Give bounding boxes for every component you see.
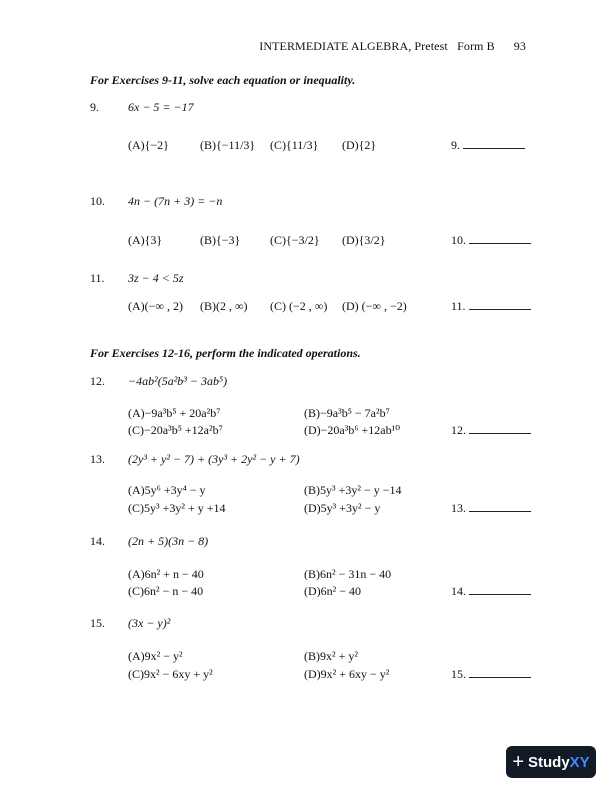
page-header	[243, 39, 526, 54]
studyxy-badge[interactable]	[506, 746, 596, 778]
option-d: (D)9x² + 6xy − y²	[304, 667, 390, 681]
option-c: (C)6n² − n − 40	[128, 584, 204, 598]
option-b: (B)5y³ +3y² − y −14	[304, 483, 402, 497]
answer-label: 10.	[451, 233, 466, 247]
option-b: (B){−3}	[200, 233, 241, 247]
problem-number: 10.	[90, 194, 105, 208]
page-number: 93	[513, 39, 526, 53]
option-c: (C)5y³ +3y² + y +14	[128, 501, 226, 515]
problem-number: 13.	[90, 452, 105, 466]
problem-number: 14.	[90, 534, 105, 548]
answer-blank[interactable]	[451, 233, 531, 248]
option-c: (C) (−2 , ∞)	[270, 299, 328, 313]
option-c: (C)9x² − 6xy + y²	[128, 667, 213, 681]
problem-number: 12.	[90, 374, 105, 388]
option-d: (D){2}	[342, 138, 377, 152]
option-c: (C){11/3}	[270, 138, 319, 152]
problem-number: 11.	[90, 271, 105, 285]
option-b: (B)6n² − 31n − 40	[304, 567, 392, 581]
option-a: (A)6n² + n − 40	[128, 567, 204, 581]
option-d: (D) (−∞ , −2)	[342, 299, 407, 313]
answer-blank[interactable]	[451, 299, 531, 314]
answer-label: 15.	[451, 667, 466, 681]
option-a: (A){3}	[128, 233, 163, 247]
problem-equation: (3x − y)²	[128, 616, 171, 630]
option-a: (A)5y⁶ +3y⁴ − y	[128, 483, 206, 497]
option-d: (D)5y³ +3y² − y	[304, 501, 381, 515]
answer-label: 11.	[451, 299, 466, 313]
answer-blank[interactable]	[451, 423, 531, 438]
option-d: (D)−20a³b⁶ +12ab¹⁰	[304, 423, 401, 437]
option-c: (C){−3/2}	[270, 233, 320, 247]
badge-suffix: XY	[569, 753, 590, 771]
option-a: (A)9x² − y²	[128, 649, 183, 663]
answer-blank[interactable]	[451, 667, 531, 682]
problem-equation: (2y³ + y² − 7) + (3y³ + 2y² − y + 7)	[128, 452, 300, 466]
option-c: (C)−20a³b⁵ +12a²b⁷	[128, 423, 223, 437]
option-b: (B)−9a³b⁵ − 7a²b⁷	[304, 406, 390, 420]
option-b: (B){−11/3}	[200, 138, 256, 152]
answer-label: 9.	[451, 138, 460, 152]
answer-blank[interactable]	[451, 501, 531, 516]
option-d: (D){3/2}	[342, 233, 386, 247]
option-d: (D)6n² − 40	[304, 584, 362, 598]
badge-prefix: Study	[528, 753, 570, 771]
answer-label: 12.	[451, 423, 466, 437]
plus-icon: +	[512, 750, 524, 773]
option-b: (B)9x² + y²	[304, 649, 358, 663]
option-a: (A)(−∞ , 2)	[128, 299, 183, 313]
problem-equation: 3z − 4 < 5z	[128, 271, 184, 285]
section-heading-2: For Exercises 12-16, perform the indicated operations.	[90, 346, 361, 360]
option-a: (A)−9a³b⁵ + 20a²b⁷	[128, 406, 221, 420]
problem-equation: 6x − 5 = −17	[128, 100, 194, 114]
problem-equation: 4n − (7n + 3) = −n	[128, 194, 223, 208]
answer-blank[interactable]	[451, 584, 531, 599]
header-title: INTERMEDIATE ALGEBRA, Pretest Form B	[259, 39, 495, 53]
answer-label: 13.	[451, 501, 466, 515]
problem-equation: (2n + 5)(3n − 8)	[128, 534, 209, 548]
problem-equation: −4ab²(5a²b³ − 3ab⁵)	[128, 374, 228, 388]
problem-number: 15.	[90, 616, 105, 630]
answer-label: 14.	[451, 584, 466, 598]
section-heading-1: For Exercises 9-11, solve each equation or inequality.	[90, 73, 356, 87]
problem-number: 9.	[90, 100, 99, 114]
option-a: (A){−2}	[128, 138, 169, 152]
option-b: (B)(2 , ∞)	[200, 299, 248, 313]
answer-blank[interactable]	[451, 138, 525, 153]
